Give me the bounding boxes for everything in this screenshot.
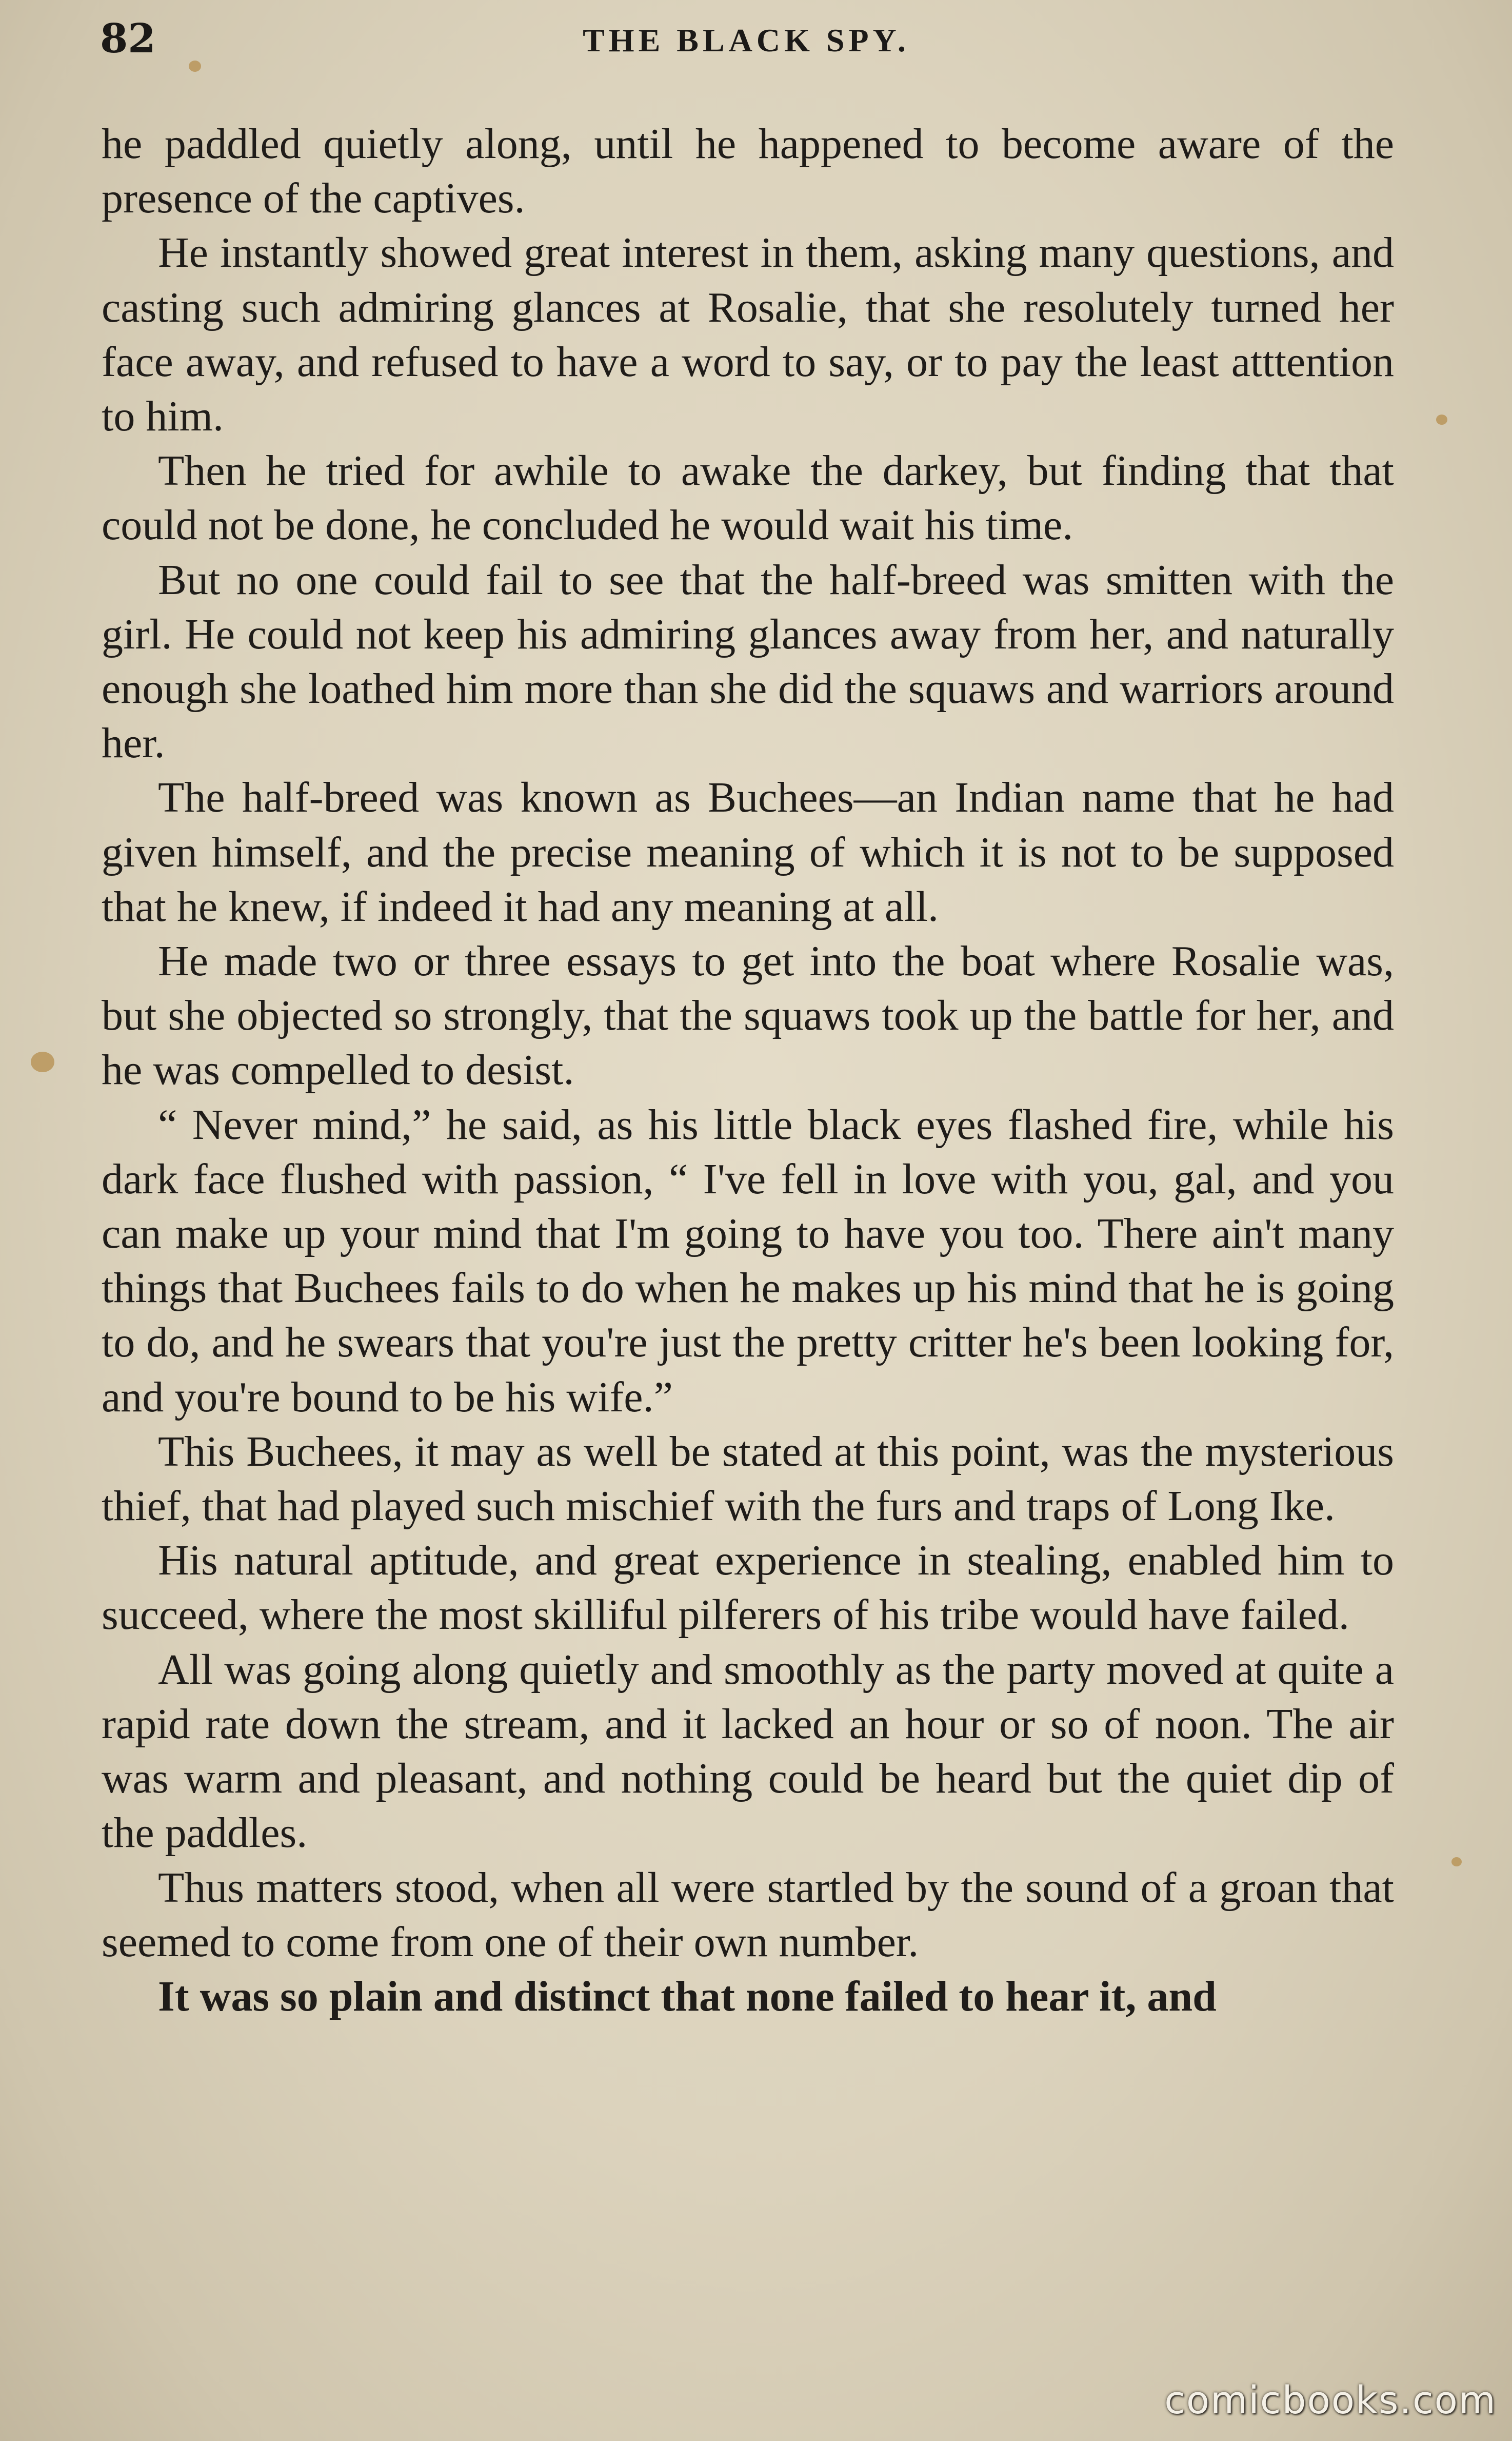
paragraph: “ Never mind,” he said, as his little black eyes flashed fire, while his dark face flushed with passion, “ I've fell in love with you, gal, and you can make up your mind that I'm going to have you too. There ain't many things that Buchees fails to do when he makes up his mind that he is going to do, and he swears that you're just the pretty critter he's been looking for, and you're bound to be his wife.”: [102, 1100, 1394, 1421]
paragraph: He made two or three essays to get into the boat where Rosalie was, but she objected so strongly, that the squaws took up the battle for her, and he was compelled to desist.: [102, 937, 1394, 1094]
paragraph: Thus matters stood, when all were startled by the sound of a groan that seemed to come from one of their own number.: [102, 1863, 1394, 1966]
watermark: comicbooks.com: [1164, 2378, 1497, 2423]
paragraph: He instantly showed great interest in them, asking many questions, and casting such admiring glances at Rosalie, that she resolutely turned her face away, and refused to have a word to say, or to pay the least atttention to him.: [102, 229, 1394, 441]
page-header: [100, 10, 1392, 67]
foxing-spot: [1436, 415, 1447, 425]
running-head: THE BLACK SPY.: [583, 22, 910, 58]
foxing-spot: [189, 61, 201, 72]
paragraph: It was so plain and distinct that none failed to hear it, and: [158, 1972, 1217, 2020]
paragraph: But no one could fail to see that the half-breed was smitten with the girl. He could not keep his admiring glances away from her, and naturally enough she loathed him more than she did the squaws and warriors around her.: [102, 556, 1394, 767]
paragraph: The half-breed was known as Buchees—an Indian name that he had given himself, and the precise meaning of which it is not to be supposed that he knew, if indeed it had any meaning at all.: [102, 774, 1394, 931]
paragraph: Then he tried for awhile to awake the darkey, but finding that that could not be done, he concluded he would wait his time.: [102, 447, 1394, 549]
page-number: 82: [100, 15, 156, 62]
paragraph: His natural aptitude, and great experience in stealing, enabled him to succeed, where the most skilliful pilferers of his tribe would have failed.: [102, 1537, 1394, 1639]
body-text: [102, 117, 1394, 2024]
foxing-spot: [31, 1052, 54, 1072]
paragraph: he paddled quietly along, until he happened to become aware of the presence of the captives.: [102, 120, 1394, 223]
paragraph: All was going along quietly and smoothly as the party moved at quite a rapid rate down the stream, and it lacked an hour or so of noon. The air was warm and pleasant, and nothing could be heard but the quiet dip of the paddles.: [102, 1645, 1394, 1857]
paragraph: This Buchees, it may as well be stated at this point, was the mysterious thief, that had played such mischief with the furs and traps of Long Ike.: [102, 1427, 1394, 1530]
foxing-spot: [1451, 1857, 1462, 1866]
